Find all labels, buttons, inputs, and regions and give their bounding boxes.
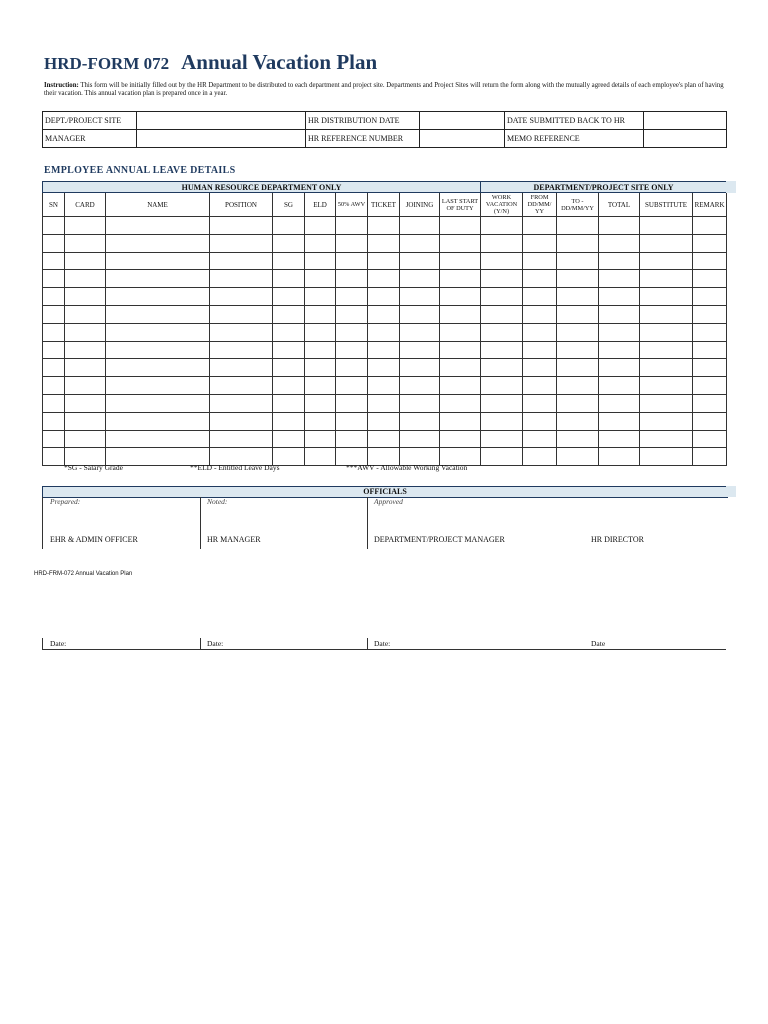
leave-cell[interactable] bbox=[305, 234, 336, 252]
leave-cell[interactable] bbox=[440, 359, 481, 377]
leave-cell[interactable] bbox=[640, 448, 693, 466]
leave-cell[interactable] bbox=[106, 217, 210, 235]
leave-cell[interactable] bbox=[440, 323, 481, 341]
leave-cell[interactable] bbox=[693, 270, 727, 288]
leave-cell[interactable] bbox=[43, 323, 65, 341]
leave-cell[interactable] bbox=[305, 305, 336, 323]
leave-cell[interactable] bbox=[523, 323, 557, 341]
col-from: FROM DD/MM/ YY bbox=[523, 193, 557, 217]
officials-header: OFFICIALS bbox=[42, 486, 728, 498]
leave-cell[interactable] bbox=[210, 288, 273, 306]
leave-cell[interactable] bbox=[43, 412, 65, 430]
leave-cell[interactable] bbox=[210, 252, 273, 270]
leave-cell[interactable] bbox=[43, 305, 65, 323]
leave-row bbox=[43, 341, 727, 359]
form-code: HRD-FORM 072 bbox=[44, 54, 170, 73]
leave-cell[interactable] bbox=[305, 288, 336, 306]
leave-cell[interactable] bbox=[481, 323, 523, 341]
leave-cell[interactable] bbox=[557, 234, 599, 252]
instruction-body: This form will be initially filled out by the HR Department to be distributed to each department and project site. Departments and Project Sites will return the form along with the mutually agreed details of each employee's plan of having their vacation. This annual vacation plan is prepared once in a year. bbox=[44, 82, 724, 97]
leave-cell[interactable] bbox=[557, 394, 599, 412]
leave-cell[interactable] bbox=[640, 234, 693, 252]
col-to: TO - DD/MM/YY bbox=[557, 193, 599, 217]
leave-cell[interactable] bbox=[640, 217, 693, 235]
col-sn: SN bbox=[43, 193, 65, 217]
leave-cell[interactable] bbox=[43, 252, 65, 270]
leave-cell[interactable] bbox=[43, 234, 65, 252]
leave-details-table bbox=[42, 181, 727, 466]
leave-cell[interactable] bbox=[43, 359, 65, 377]
hr-reference-number-label: HR REFERENCE NUMBER bbox=[306, 130, 420, 148]
leave-row bbox=[43, 377, 727, 395]
leave-cell[interactable] bbox=[273, 305, 305, 323]
leave-cell[interactable] bbox=[599, 217, 640, 235]
leave-cell[interactable] bbox=[305, 341, 336, 359]
leave-cell[interactable] bbox=[557, 305, 599, 323]
leave-cell[interactable] bbox=[599, 288, 640, 306]
leave-cell[interactable] bbox=[106, 394, 210, 412]
leave-cell[interactable] bbox=[65, 234, 106, 252]
leave-section-heading: EMPLOYEE ANNUAL LEAVE DETAILS bbox=[44, 165, 236, 176]
hr-distribution-date-field[interactable] bbox=[420, 112, 505, 130]
leave-cell[interactable] bbox=[557, 270, 599, 288]
leave-cell[interactable] bbox=[400, 430, 440, 448]
leave-cell[interactable] bbox=[440, 270, 481, 288]
prepared-box-rule bbox=[42, 497, 43, 549]
role-department-manager: DEPARTMENT/PROJECT MANAGER bbox=[374, 535, 505, 544]
leave-cell[interactable] bbox=[440, 394, 481, 412]
leave-cell[interactable] bbox=[336, 288, 368, 306]
leave-cell[interactable] bbox=[305, 412, 336, 430]
hr-distribution-date-label: HR DISTRIBUTION DATE bbox=[306, 112, 420, 130]
leave-cell[interactable] bbox=[65, 288, 106, 306]
leave-cell[interactable] bbox=[106, 252, 210, 270]
leave-cell[interactable] bbox=[336, 341, 368, 359]
leave-cell[interactable] bbox=[43, 217, 65, 235]
leave-cell[interactable] bbox=[693, 234, 727, 252]
leave-cell[interactable] bbox=[305, 359, 336, 377]
leave-cell[interactable] bbox=[368, 252, 400, 270]
leave-cell[interactable] bbox=[210, 394, 273, 412]
leave-cell[interactable] bbox=[43, 377, 65, 395]
col-work-vacation: WORK VACATION (Y/N) bbox=[481, 193, 523, 217]
leave-cell[interactable] bbox=[210, 359, 273, 377]
leave-cell[interactable] bbox=[557, 377, 599, 395]
leave-cell[interactable] bbox=[599, 270, 640, 288]
leave-cell[interactable] bbox=[523, 341, 557, 359]
leave-cell[interactable] bbox=[305, 377, 336, 395]
leave-cell[interactable] bbox=[65, 217, 106, 235]
leave-cell[interactable] bbox=[693, 377, 727, 395]
leave-cell[interactable] bbox=[368, 377, 400, 395]
col-awv: 50% AWV bbox=[336, 193, 368, 217]
instruction-label: Instruction: bbox=[44, 82, 79, 89]
leave-cell[interactable] bbox=[693, 305, 727, 323]
role-hr-admin-officer: EHR & ADMIN OFFICER bbox=[50, 535, 138, 544]
leave-cell[interactable] bbox=[523, 430, 557, 448]
leave-cell[interactable] bbox=[273, 377, 305, 395]
leave-cell[interactable] bbox=[400, 305, 440, 323]
leave-group-row bbox=[43, 182, 727, 193]
leave-cell[interactable] bbox=[400, 252, 440, 270]
leave-cell[interactable] bbox=[481, 234, 523, 252]
leave-cell[interactable] bbox=[599, 377, 640, 395]
leave-cell[interactable] bbox=[210, 412, 273, 430]
form-title bbox=[44, 50, 377, 75]
leave-cell[interactable] bbox=[693, 394, 727, 412]
leave-cell[interactable] bbox=[481, 430, 523, 448]
leave-cell[interactable] bbox=[440, 305, 481, 323]
col-last-start: LAST START OF DUTY bbox=[440, 193, 481, 217]
leave-cell[interactable] bbox=[693, 430, 727, 448]
date-label-approved: Date: bbox=[374, 639, 391, 648]
leave-cell[interactable] bbox=[273, 323, 305, 341]
leave-cell[interactable] bbox=[640, 377, 693, 395]
instruction-text bbox=[44, 82, 729, 98]
leave-cell[interactable] bbox=[273, 234, 305, 252]
leave-cell[interactable] bbox=[336, 323, 368, 341]
memo-reference-field[interactable] bbox=[644, 130, 727, 148]
prepared-caption: Prepared: bbox=[50, 497, 81, 506]
col-ticket: TICKET bbox=[368, 193, 400, 217]
date-submitted-back-label: DATE SUBMITTED BACK TO HR bbox=[505, 112, 644, 130]
col-eld: ELD bbox=[305, 193, 336, 217]
leave-cell[interactable] bbox=[336, 305, 368, 323]
leave-cell[interactable] bbox=[106, 305, 210, 323]
leave-cell[interactable] bbox=[640, 359, 693, 377]
leave-cell[interactable] bbox=[400, 359, 440, 377]
leave-cell[interactable] bbox=[599, 252, 640, 270]
leave-cell[interactable] bbox=[368, 217, 400, 235]
manager-label: MANAGER bbox=[43, 130, 137, 148]
approved-caption: Approved bbox=[374, 497, 403, 506]
date-tick-2 bbox=[200, 638, 201, 649]
col-sg: SG bbox=[273, 193, 305, 217]
leave-cell[interactable] bbox=[273, 394, 305, 412]
hr-reference-number-field[interactable] bbox=[420, 130, 505, 148]
leave-cell[interactable] bbox=[368, 412, 400, 430]
leave-cell[interactable] bbox=[400, 412, 440, 430]
leave-cell[interactable] bbox=[368, 430, 400, 448]
leave-cell[interactable] bbox=[599, 305, 640, 323]
leave-cell[interactable] bbox=[640, 288, 693, 306]
leave-row bbox=[43, 323, 727, 341]
col-name: NAME bbox=[106, 193, 210, 217]
leave-cell[interactable] bbox=[481, 217, 523, 235]
leave-cell[interactable] bbox=[599, 430, 640, 448]
leave-cell[interactable] bbox=[400, 341, 440, 359]
leave-row bbox=[43, 412, 727, 430]
leave-cell[interactable] bbox=[481, 394, 523, 412]
leave-cell[interactable] bbox=[273, 252, 305, 270]
leave-cell[interactable] bbox=[523, 359, 557, 377]
leave-cell[interactable] bbox=[210, 377, 273, 395]
leave-cell[interactable] bbox=[640, 270, 693, 288]
leave-cell[interactable] bbox=[43, 341, 65, 359]
leave-cell[interactable] bbox=[106, 341, 210, 359]
leave-cell[interactable] bbox=[368, 394, 400, 412]
leave-cell[interactable] bbox=[273, 217, 305, 235]
role-hr-director: HR DIRECTOR bbox=[591, 535, 644, 544]
leave-cell[interactable] bbox=[43, 394, 65, 412]
leave-cell[interactable] bbox=[210, 234, 273, 252]
leave-cell[interactable] bbox=[400, 394, 440, 412]
leave-cell[interactable] bbox=[523, 288, 557, 306]
leave-cell[interactable] bbox=[557, 412, 599, 430]
leave-row bbox=[43, 270, 727, 288]
date-label-prepared: Date: bbox=[50, 639, 67, 648]
leave-cell[interactable] bbox=[481, 341, 523, 359]
leave-cell[interactable] bbox=[65, 341, 106, 359]
leave-cell[interactable] bbox=[523, 448, 557, 466]
date-submitted-back-field[interactable] bbox=[644, 112, 727, 130]
leave-cell[interactable] bbox=[65, 305, 106, 323]
leave-cell[interactable] bbox=[368, 323, 400, 341]
noted-box-rule bbox=[200, 497, 201, 549]
leave-cell[interactable] bbox=[336, 377, 368, 395]
leave-cell[interactable] bbox=[210, 430, 273, 448]
leave-cell[interactable] bbox=[273, 412, 305, 430]
leave-cell[interactable] bbox=[368, 305, 400, 323]
leave-row bbox=[43, 430, 727, 448]
leave-cell[interactable] bbox=[400, 234, 440, 252]
leave-cell[interactable] bbox=[693, 217, 727, 235]
officials-band-edge bbox=[726, 486, 736, 497]
leave-row bbox=[43, 217, 727, 235]
leave-cell[interactable] bbox=[336, 412, 368, 430]
leave-cell[interactable] bbox=[640, 305, 693, 323]
col-joining: JOINING bbox=[400, 193, 440, 217]
leave-cell[interactable] bbox=[336, 359, 368, 377]
date-tick-3 bbox=[367, 638, 368, 649]
leave-cell[interactable] bbox=[481, 270, 523, 288]
leave-cell[interactable] bbox=[106, 323, 210, 341]
leave-cell[interactable] bbox=[65, 377, 106, 395]
date-rule bbox=[42, 649, 726, 650]
leave-cell[interactable] bbox=[273, 430, 305, 448]
leave-cell[interactable] bbox=[368, 270, 400, 288]
leave-cell[interactable] bbox=[557, 448, 599, 466]
leave-cell[interactable] bbox=[106, 288, 210, 306]
leave-cell[interactable] bbox=[557, 288, 599, 306]
leave-cell[interactable] bbox=[523, 412, 557, 430]
department-site-only-header: DEPARTMENT/PROJECT SITE ONLY bbox=[481, 182, 727, 193]
leave-cell[interactable] bbox=[305, 448, 336, 466]
leave-cell[interactable] bbox=[523, 394, 557, 412]
role-hr-manager: HR MANAGER bbox=[207, 535, 261, 544]
leave-cell[interactable] bbox=[336, 394, 368, 412]
noted-caption: Noted: bbox=[207, 497, 228, 506]
leave-cell[interactable] bbox=[368, 359, 400, 377]
leave-cell[interactable] bbox=[400, 323, 440, 341]
leave-cell[interactable] bbox=[305, 252, 336, 270]
leave-cell[interactable] bbox=[557, 430, 599, 448]
leave-cell[interactable] bbox=[481, 305, 523, 323]
col-card: CARD bbox=[65, 193, 106, 217]
leave-cell[interactable] bbox=[305, 323, 336, 341]
leave-cell[interactable] bbox=[368, 288, 400, 306]
leave-cell[interactable] bbox=[440, 252, 481, 270]
leave-cell[interactable] bbox=[106, 430, 210, 448]
leave-cell[interactable] bbox=[693, 252, 727, 270]
hr-department-only-header: HUMAN RESOURCE DEPARTMENT ONLY bbox=[43, 182, 481, 193]
memo-reference-label: MEMO REFERENCE bbox=[505, 130, 644, 148]
leave-cell[interactable] bbox=[557, 359, 599, 377]
leave-cell[interactable] bbox=[273, 270, 305, 288]
leave-cell[interactable] bbox=[523, 270, 557, 288]
leave-cell[interactable] bbox=[440, 341, 481, 359]
document-reference: HRD-FRM-072 Annual Vacation Plan bbox=[34, 571, 133, 577]
leave-cell[interactable] bbox=[210, 323, 273, 341]
leave-cell[interactable] bbox=[599, 412, 640, 430]
footnote-awv: ***AWV - Allowable Working Vacation bbox=[346, 463, 468, 472]
leave-cell[interactable] bbox=[273, 341, 305, 359]
leave-table-body bbox=[43, 217, 727, 466]
footnote-sg: *SG - Salary Grade bbox=[64, 463, 123, 472]
leave-cell[interactable] bbox=[400, 377, 440, 395]
leave-cell[interactable] bbox=[557, 323, 599, 341]
leave-cell[interactable] bbox=[481, 377, 523, 395]
leave-cell[interactable] bbox=[523, 217, 557, 235]
form-info-table bbox=[42, 111, 727, 148]
leave-cell[interactable] bbox=[440, 430, 481, 448]
leave-cell[interactable] bbox=[65, 394, 106, 412]
col-total: TOTAL bbox=[599, 193, 640, 217]
leave-cell[interactable] bbox=[43, 448, 65, 466]
leave-row bbox=[43, 252, 727, 270]
date-label-director: Date bbox=[591, 639, 606, 648]
leave-cell[interactable] bbox=[481, 252, 523, 270]
header-band-edge bbox=[726, 181, 736, 193]
leave-cell[interactable] bbox=[599, 341, 640, 359]
leave-cell[interactable] bbox=[523, 305, 557, 323]
leave-cell[interactable] bbox=[557, 341, 599, 359]
leave-cell[interactable] bbox=[640, 323, 693, 341]
leave-cell[interactable] bbox=[640, 252, 693, 270]
leave-cell[interactable] bbox=[336, 252, 368, 270]
approved-box-rule bbox=[367, 497, 368, 549]
leave-cell[interactable] bbox=[106, 412, 210, 430]
leave-cell[interactable] bbox=[693, 288, 727, 306]
leave-cell[interactable] bbox=[599, 234, 640, 252]
leave-cell[interactable] bbox=[557, 252, 599, 270]
leave-row bbox=[43, 234, 727, 252]
leave-row bbox=[43, 394, 727, 412]
col-position: POSITION bbox=[210, 193, 273, 217]
leave-cell[interactable] bbox=[43, 430, 65, 448]
leave-cell[interactable] bbox=[599, 323, 640, 341]
leave-cell[interactable] bbox=[440, 234, 481, 252]
leave-cell[interactable] bbox=[43, 270, 65, 288]
leave-cell[interactable] bbox=[523, 252, 557, 270]
leave-cell[interactable] bbox=[106, 359, 210, 377]
leave-cell[interactable] bbox=[210, 305, 273, 323]
dept-project-site-label: DEPT./PROJECT SITE bbox=[43, 112, 137, 130]
leave-row bbox=[43, 359, 727, 377]
leave-cell[interactable] bbox=[106, 377, 210, 395]
leave-cell[interactable] bbox=[640, 394, 693, 412]
leave-cell[interactable] bbox=[106, 270, 210, 288]
leave-cell[interactable] bbox=[440, 377, 481, 395]
leave-cell[interactable] bbox=[523, 234, 557, 252]
leave-cell[interactable] bbox=[210, 270, 273, 288]
leave-cell[interactable] bbox=[481, 288, 523, 306]
leave-cell[interactable] bbox=[305, 217, 336, 235]
leave-cell[interactable] bbox=[440, 217, 481, 235]
leave-cell[interactable] bbox=[273, 288, 305, 306]
leave-cell[interactable] bbox=[305, 394, 336, 412]
leave-cell[interactable] bbox=[640, 412, 693, 430]
manager-field[interactable] bbox=[137, 130, 306, 148]
footnote-eld: **ELD - Entitled Leave Days bbox=[190, 463, 280, 472]
dept-project-site-field[interactable] bbox=[137, 112, 306, 130]
leave-row bbox=[43, 288, 727, 306]
leave-cell[interactable] bbox=[481, 359, 523, 377]
leave-cell[interactable] bbox=[599, 448, 640, 466]
leave-cell[interactable] bbox=[400, 270, 440, 288]
leave-cell[interactable] bbox=[43, 288, 65, 306]
leave-cell[interactable] bbox=[693, 359, 727, 377]
leave-cell[interactable] bbox=[400, 217, 440, 235]
leave-cell[interactable] bbox=[65, 270, 106, 288]
leave-cell[interactable] bbox=[305, 430, 336, 448]
leave-cell[interactable] bbox=[693, 323, 727, 341]
leave-cell[interactable] bbox=[693, 412, 727, 430]
leave-cell[interactable] bbox=[557, 217, 599, 235]
leave-cell[interactable] bbox=[599, 359, 640, 377]
leave-cell[interactable] bbox=[336, 234, 368, 252]
leave-cell[interactable] bbox=[368, 341, 400, 359]
leave-cell[interactable] bbox=[336, 270, 368, 288]
leave-cell[interactable] bbox=[65, 323, 106, 341]
leave-cell[interactable] bbox=[599, 394, 640, 412]
leave-cell[interactable] bbox=[273, 359, 305, 377]
leave-cell[interactable] bbox=[65, 430, 106, 448]
leave-cell[interactable] bbox=[65, 359, 106, 377]
col-remark: REMARK bbox=[693, 193, 727, 217]
leave-cell[interactable] bbox=[693, 448, 727, 466]
col-substitute: SUBSTITUTE bbox=[640, 193, 693, 217]
leave-cell[interactable] bbox=[440, 288, 481, 306]
date-tick-1 bbox=[42, 638, 43, 649]
leave-cell[interactable] bbox=[481, 448, 523, 466]
leave-cell[interactable] bbox=[65, 412, 106, 430]
leave-cell[interactable] bbox=[481, 412, 523, 430]
form-name: Annual Vacation Plan bbox=[181, 50, 378, 74]
leave-cell[interactable] bbox=[336, 430, 368, 448]
leave-cell[interactable] bbox=[368, 234, 400, 252]
leave-cell[interactable] bbox=[400, 288, 440, 306]
leave-cell[interactable] bbox=[210, 341, 273, 359]
leave-cell[interactable] bbox=[336, 217, 368, 235]
leave-cell[interactable] bbox=[305, 270, 336, 288]
leave-row bbox=[43, 305, 727, 323]
info-row bbox=[43, 112, 727, 130]
info-row bbox=[43, 130, 727, 148]
leave-cell[interactable] bbox=[640, 430, 693, 448]
date-label-noted: Date: bbox=[207, 639, 224, 648]
leave-cell[interactable] bbox=[693, 341, 727, 359]
leave-cell[interactable] bbox=[210, 217, 273, 235]
leave-cell[interactable] bbox=[440, 412, 481, 430]
leave-column-header-row bbox=[43, 193, 727, 217]
leave-cell[interactable] bbox=[523, 377, 557, 395]
leave-cell[interactable] bbox=[65, 252, 106, 270]
leave-cell[interactable] bbox=[640, 341, 693, 359]
leave-cell[interactable] bbox=[106, 234, 210, 252]
